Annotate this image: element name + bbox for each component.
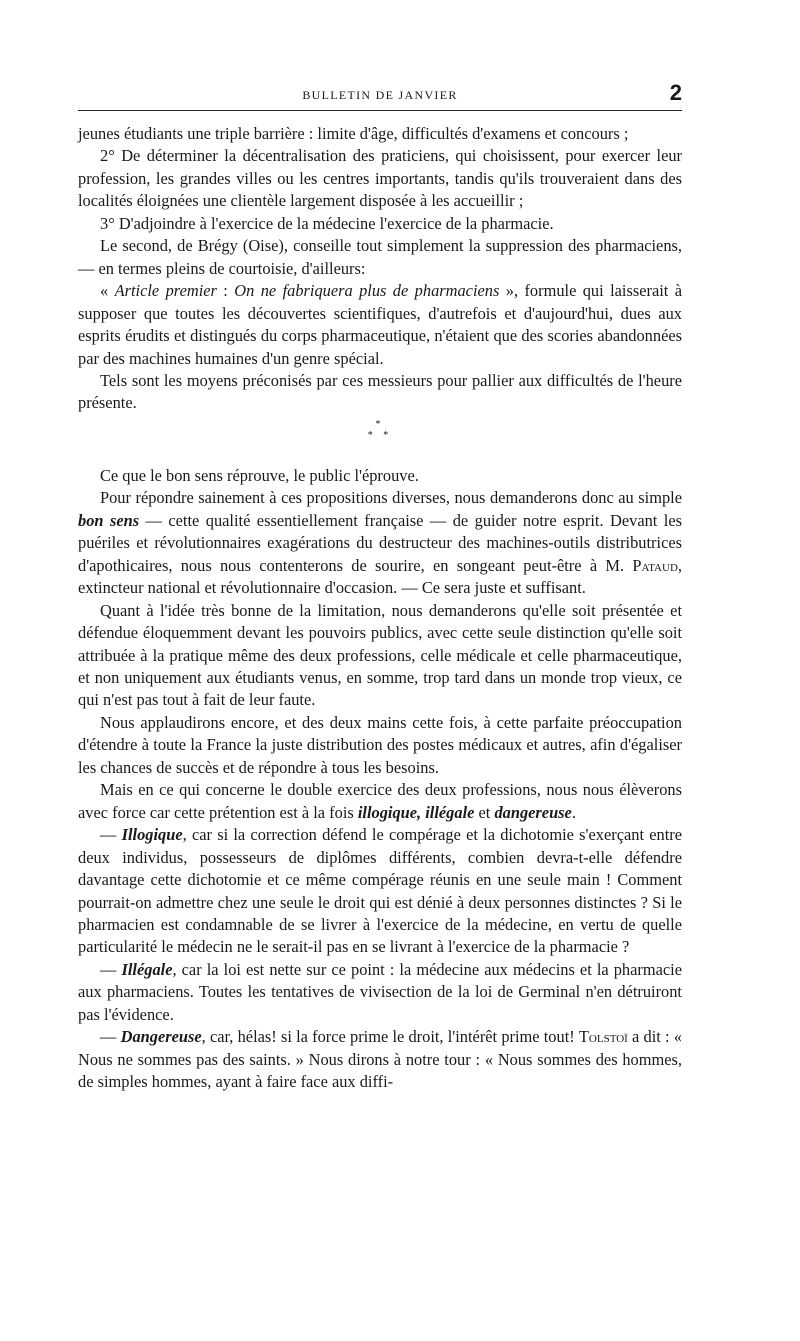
pataud-small-caps: Pataud [632,555,678,575]
paragraph-14-dash: — [100,1027,121,1047]
dangereuse-emphasis: dangereuse [494,802,572,822]
page [78,80,682,1094]
page-number: 2 [669,80,682,105]
paragraph-8-end: , extincteur national et révolutionnaire d'occasion. — Ce sera juste et suffisant. [78,555,682,598]
illegale-heading: Illégale [121,959,173,979]
paragraph-8-start: Pour répondre sainement à ces propositions diverses, nous demanderons donc au simple [100,488,682,508]
article-premier-italic: Article premier [114,281,217,301]
paragraph-12-rest: , car si la correction défend le compérage et la dichotomie s'exerçant entre deux individus, possesseurs de diplômes différents, combien devra-t-elle défendre davantage cette dichotomie et ce même compérage réunis en une seule main ! Comment pourrait-on admettre chez une seule le droit qui est dénié à deux personnes distinctes ? Si le pharmacien est condamnable de se livrer à l'exercice de la médecine, en vertu de quelle particularité le médecin ne le serait-il pas en se livrant à l'exercice de la pharmacie ? [78,825,682,957]
paragraph-2: 2° De déterminer la décentralisation des praticiens, qui choisissent, pour exercer leur profession, les grandes villes ou les centres importants, tandis qu'ils trouveraient dans des localités éloignées une clientèle largement disposée à les accueillir ; [78,146,682,211]
paragraph-9: Quant à l'idée très bonne de la limitation, nous demanderons qu'elle soit présentée et défendue éloquemment devant les pouvoirs publics, avec cette seule distinction qu'elle soit attribuée à la pratique même des deux professions, celle médicale et celle pharmaceutique, et non uniquement aux étudiants venus, en somme, trop tard dans un monde trop vieux, ce qui n'est pas tout à fait de leur faute. [78,600,682,710]
on-ne-fabriquera-italic: On ne fabriquera plus de pharmaciens [234,281,500,301]
paragraph-11-start: Mais en ce qui concerne le double exercice des deux professions, nous nous élèverons avec force car cette prétention est à la fois [78,780,682,822]
paragraph-14-end: a dit : « Nous ne sommes pas des saints. » Nous dirons à notre tour : « Nous sommes des hommes, de simples hommes, ayant à faire face aux diffi- [78,1027,682,1092]
paragraph-3: 3° D'adjoindre à l'exercice de la médecine l'exercice de la pharmacie. [100,213,554,233]
section-separator-asterism: * * * [367,418,393,441]
paragraph-10: Nous applaudirons encore, et des deux mains cette fois, à cette parfaite préoccupation d'étendre à toute la France la juste distribution des postes médicaux et autres, afin d'égaliser les chances de succès et de répondre à tous les besoins. [78,712,682,777]
paragraph-14 [78,1026,682,1093]
paragraph-11-middle: et [474,802,495,822]
paragraph-13-dash: — [100,959,122,979]
paragraph-12-dash: — [100,825,122,845]
illogique-heading: Illogique [121,825,183,845]
paragraph-6: Tels sont les moyens préconisés par ces messieurs pour pallier aux difficultés de l'heure présente. [78,370,682,413]
paragraph-5 [78,280,682,370]
paragraph-4: Le second, de Brégy (Oise), conseille tout simplement la suppression des pharmaciens, — en termes pleins de courtoisie, d'ailleurs: [78,236,682,278]
bon-sens-emphasis: bon sens [78,510,140,530]
running-title: BULLETIN DE JANVIER [302,88,458,102]
quote-colon: : [216,281,235,301]
illogique-illegale-emphasis: illogique, illégale [357,802,475,822]
paragraph-13 [78,959,682,1026]
paragraph-11-end: . [571,802,576,822]
paragraph-5-rest: », formule qui laisserait à supposer que toutes les découvertes scientifiques, d'autrefois et d'aujourd'hui, dues aux esprits érudits et distingués du corps pharmaceutique, n'étaient que des scories abandonnées par des machines humaines d'un genre spécial. [78,281,683,368]
paragraph-7: Ce que le bon sens réprouve, le public l'éprouve. [100,465,419,485]
paragraph-11 [78,779,682,824]
body-text [78,123,682,1094]
paragraph-8 [78,487,682,599]
quote-open: « [100,281,115,301]
dangereuse-heading: Dangereuse [120,1027,202,1047]
paragraph-8-middle: — cette qualité essentiellement française — de guider notre esprit. Devant les puériles et révolutionnaires exagérations du destructeur des machines-outils distributrices d'apothicaires, nous nous contenterons de sourire, en songeant peut-être à M. [78,510,682,575]
paragraph-12 [78,824,682,959]
tolstoi-small-caps: Tolstoï [578,1027,628,1047]
paragraph-1: jeunes étudiants une triple barrière : limite d'âge, difficultés d'examens et concours ; [78,124,629,143]
running-header [78,80,682,111]
paragraph-14-start: , car, hélas! si la force prime le droit, l'intérêt prime tout! [201,1027,579,1047]
paragraph-13-rest: , car la loi est nette sur ce point : la médecine aux médecins et la pharmacie aux pharmaciens. Toutes les tentatives de vivisection de la loi de Germinal n'en détruiront pas l'évidence. [78,959,682,1024]
